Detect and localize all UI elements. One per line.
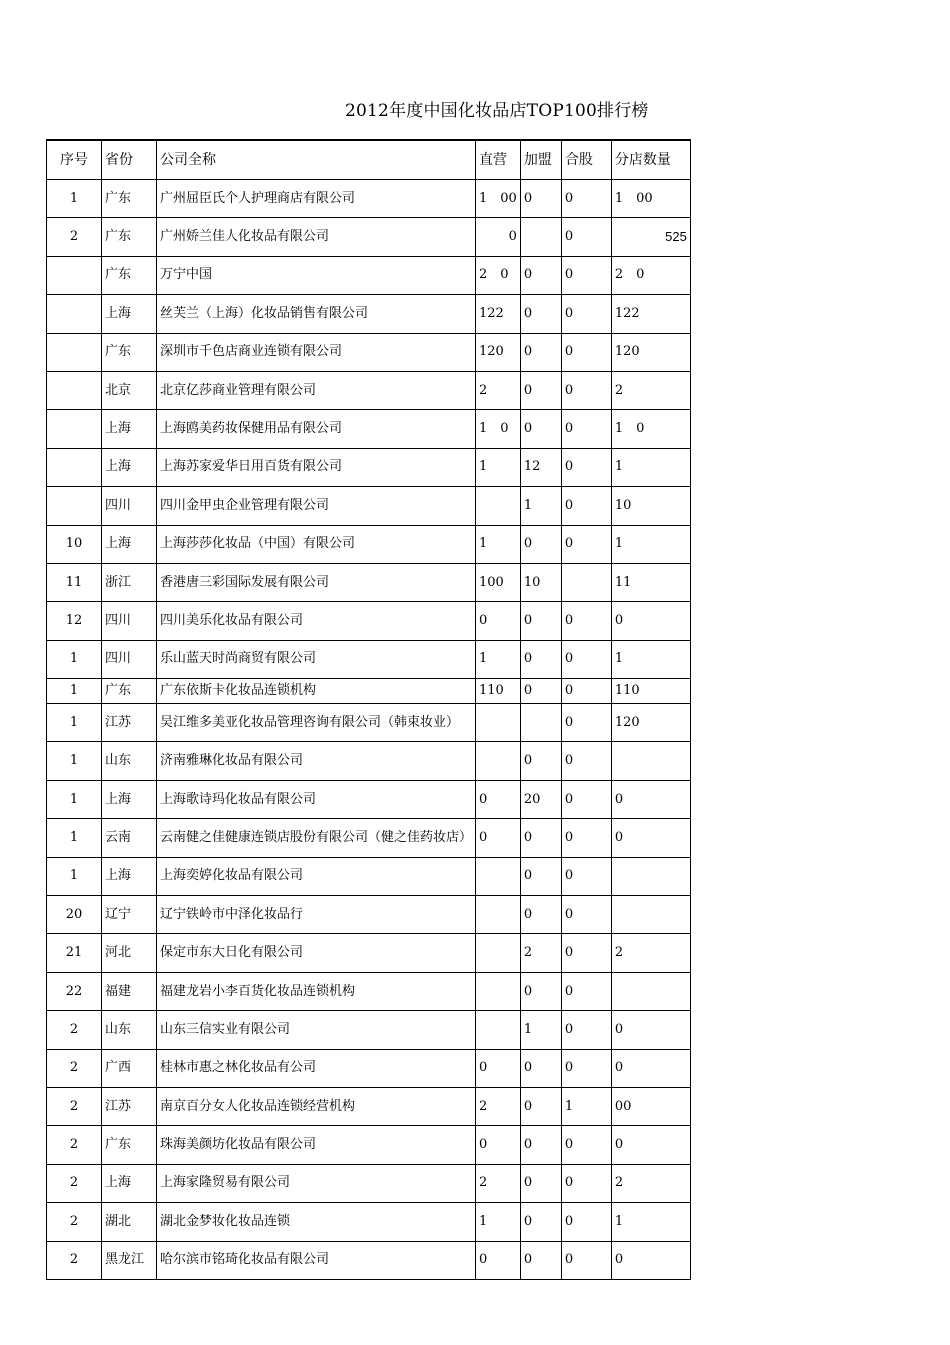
cell-joint: 0	[561, 819, 611, 857]
cell-company: 广州娇兰佳人化妆品有限公司	[157, 218, 476, 256]
cell-company: 上海莎莎化妆品（中国）有限公司	[157, 525, 476, 563]
cell-joint: 0	[561, 972, 611, 1010]
cell-province: 上海	[102, 857, 157, 895]
cell-province: 上海	[102, 525, 157, 563]
cell-direct	[476, 857, 521, 895]
cell-direct: 1 00	[476, 180, 521, 218]
cell-store-count: 2	[611, 371, 690, 409]
cell-rank: 20	[47, 896, 102, 934]
table-row	[47, 679, 691, 704]
cell-store-count: 2	[611, 934, 690, 972]
cell-franchise: 0	[520, 857, 561, 895]
cell-company: 珠海美颜坊化妆品有限公司	[157, 1126, 476, 1164]
cell-franchise: 0	[520, 679, 561, 704]
cell-direct	[476, 972, 521, 1010]
cell-store-count: 1	[611, 640, 690, 678]
cell-company: 上海歌诗玛化妆品有限公司	[157, 780, 476, 818]
cell-province: 广东	[102, 333, 157, 371]
cell-franchise: 0	[520, 256, 561, 294]
cell-province: 四川	[102, 487, 157, 525]
cell-store-count: 0	[611, 1049, 690, 1087]
cell-direct: 2	[476, 1164, 521, 1202]
cell-franchise: 0	[520, 295, 561, 333]
cell-company: 湖北金梦妆化妆品连锁	[157, 1203, 476, 1241]
cell-joint: 0	[561, 371, 611, 409]
cell-joint: 0	[561, 448, 611, 486]
cell-province: 上海	[102, 295, 157, 333]
cell-company: 上海家隆贸易有限公司	[157, 1164, 476, 1202]
table-row	[47, 448, 691, 486]
cell-direct: 1	[476, 640, 521, 678]
cell-joint: 1	[561, 1087, 611, 1125]
cell-franchise: 0	[520, 333, 561, 371]
ranking-table	[46, 139, 691, 1280]
cell-province: 黑龙江	[102, 1241, 157, 1279]
cell-joint: 0	[561, 1011, 611, 1049]
cell-province: 山东	[102, 1011, 157, 1049]
header-province: 省份	[102, 140, 157, 180]
cell-store-count	[611, 742, 690, 780]
cell-rank: 10	[47, 525, 102, 563]
cell-rank: 1	[47, 780, 102, 818]
cell-direct	[476, 1011, 521, 1049]
cell-franchise: 0	[520, 371, 561, 409]
cell-joint: 0	[561, 487, 611, 525]
cell-joint	[561, 563, 611, 601]
cell-company: 山东三信实业有限公司	[157, 1011, 476, 1049]
cell-franchise: 0	[520, 410, 561, 448]
cell-store-count: 0	[611, 602, 690, 640]
cell-direct	[476, 704, 521, 742]
cell-store-count: 110	[611, 679, 690, 704]
cell-rank: 2	[47, 218, 102, 256]
cell-rank: 11	[47, 563, 102, 601]
cell-company: 吴江维多美亚化妆品管理咨询有限公司（韩束妆业）	[157, 704, 476, 742]
cell-franchise: 10	[520, 563, 561, 601]
table-row	[47, 704, 691, 742]
cell-franchise: 0	[520, 1049, 561, 1087]
cell-rank: 22	[47, 972, 102, 1010]
cell-franchise: 2	[520, 934, 561, 972]
cell-direct: 0	[476, 218, 521, 256]
table-row	[47, 525, 691, 563]
cell-franchise: 0	[520, 1241, 561, 1279]
cell-direct: 110	[476, 679, 521, 704]
cell-province: 上海	[102, 780, 157, 818]
cell-store-count: 525	[611, 218, 690, 256]
cell-joint: 0	[561, 1164, 611, 1202]
table-row	[47, 934, 691, 972]
cell-joint: 0	[561, 410, 611, 448]
cell-joint: 0	[561, 896, 611, 934]
header-store-count: 分店数量	[611, 140, 690, 180]
cell-franchise: 20	[520, 780, 561, 818]
cell-store-count	[611, 857, 690, 895]
cell-company: 保定市东大日化有限公司	[157, 934, 476, 972]
cell-company: 四川美乐化妆品有限公司	[157, 602, 476, 640]
cell-company: 北京亿莎商业管理有限公司	[157, 371, 476, 409]
table-row	[47, 972, 691, 1010]
cell-store-count: 0	[611, 819, 690, 857]
cell-company: 万宁中国	[157, 256, 476, 294]
table-row	[47, 487, 691, 525]
cell-franchise	[520, 218, 561, 256]
cell-rank: 12	[47, 602, 102, 640]
cell-franchise: 0	[520, 602, 561, 640]
cell-direct: 2 0	[476, 256, 521, 294]
cell-company: 济南雅琳化妆品有限公司	[157, 742, 476, 780]
cell-franchise: 0	[520, 640, 561, 678]
cell-direct	[476, 934, 521, 972]
cell-company: 上海苏家爱华日用百货有限公司	[157, 448, 476, 486]
cell-rank: 2	[47, 1241, 102, 1279]
cell-franchise: 0	[520, 972, 561, 1010]
cell-joint: 0	[561, 1203, 611, 1241]
cell-franchise: 1	[520, 1011, 561, 1049]
cell-joint: 0	[561, 679, 611, 704]
table-row	[47, 640, 691, 678]
cell-province: 云南	[102, 819, 157, 857]
cell-province: 辽宁	[102, 896, 157, 934]
cell-direct: 0	[476, 602, 521, 640]
cell-province: 上海	[102, 410, 157, 448]
table-row	[47, 742, 691, 780]
cell-company: 桂林市惠之林化妆品有公司	[157, 1049, 476, 1087]
cell-store-count: 00	[611, 1087, 690, 1125]
header-joint: 合股	[561, 140, 611, 180]
cell-rank	[47, 410, 102, 448]
cell-rank: 1	[47, 819, 102, 857]
table-row	[47, 180, 691, 218]
cell-franchise: 0	[520, 819, 561, 857]
cell-province: 广西	[102, 1049, 157, 1087]
cell-franchise: 0	[520, 896, 561, 934]
cell-direct: 100	[476, 563, 521, 601]
table-row	[47, 1203, 691, 1241]
cell-company: 广州屈臣氏个人护理商店有限公司	[157, 180, 476, 218]
table-row	[47, 410, 691, 448]
cell-direct: 1	[476, 525, 521, 563]
table-row	[47, 371, 691, 409]
header-company: 公司全称	[157, 140, 476, 180]
cell-store-count: 2 0	[611, 256, 690, 294]
cell-direct: 0	[476, 1126, 521, 1164]
cell-company: 乐山蓝天时尚商贸有限公司	[157, 640, 476, 678]
cell-rank	[47, 295, 102, 333]
cell-company: 四川金甲虫企业管理有限公司	[157, 487, 476, 525]
cell-joint: 0	[561, 742, 611, 780]
cell-province: 广东	[102, 256, 157, 294]
cell-joint: 0	[561, 1049, 611, 1087]
cell-rank: 1	[47, 180, 102, 218]
cell-franchise: 1	[520, 487, 561, 525]
cell-store-count: 1	[611, 525, 690, 563]
cell-company: 深圳市千色店商业连锁有限公司	[157, 333, 476, 371]
cell-joint: 0	[561, 525, 611, 563]
cell-franchise: 0	[520, 180, 561, 218]
cell-province: 四川	[102, 602, 157, 640]
cell-rank	[47, 333, 102, 371]
cell-rank: 2	[47, 1011, 102, 1049]
cell-joint: 0	[561, 180, 611, 218]
cell-direct: 0	[476, 1049, 521, 1087]
cell-company: 云南健之佳健康连锁店股份有限公司（健之佳药妆店）	[157, 819, 476, 857]
cell-store-count: 1 00	[611, 180, 690, 218]
cell-direct: 2	[476, 1087, 521, 1125]
cell-province: 广东	[102, 679, 157, 704]
cell-rank: 2	[47, 1126, 102, 1164]
cell-store-count: 10	[611, 487, 690, 525]
cell-joint: 0	[561, 780, 611, 818]
cell-franchise	[520, 704, 561, 742]
cell-store-count: 120	[611, 704, 690, 742]
cell-store-count: 0	[611, 1011, 690, 1049]
cell-rank: 1	[47, 704, 102, 742]
table-row	[47, 602, 691, 640]
cell-joint: 0	[561, 1126, 611, 1164]
cell-store-count: 1 0	[611, 410, 690, 448]
cell-province: 广东	[102, 218, 157, 256]
cell-franchise: 0	[520, 1087, 561, 1125]
cell-franchise: 0	[520, 1126, 561, 1164]
cell-direct: 0	[476, 780, 521, 818]
cell-rank	[47, 448, 102, 486]
cell-province: 江苏	[102, 704, 157, 742]
cell-rank: 1	[47, 679, 102, 704]
table-row	[47, 256, 691, 294]
cell-direct: 2	[476, 371, 521, 409]
table-row	[47, 780, 691, 818]
cell-store-count: 1	[611, 1203, 690, 1241]
cell-franchise: 0	[520, 525, 561, 563]
cell-franchise: 0	[520, 742, 561, 780]
cell-province: 浙江	[102, 563, 157, 601]
cell-store-count: 2	[611, 1164, 690, 1202]
cell-rank: 2	[47, 1203, 102, 1241]
cell-joint: 0	[561, 602, 611, 640]
cell-direct	[476, 896, 521, 934]
cell-joint: 0	[561, 1241, 611, 1279]
header-franchise: 加盟	[520, 140, 561, 180]
cell-store-count: 11	[611, 563, 690, 601]
cell-rank	[47, 371, 102, 409]
cell-company: 上海奕婷化妆品有限公司	[157, 857, 476, 895]
cell-rank: 1	[47, 857, 102, 895]
cell-company: 丝芙兰（上海）化妆品销售有限公司	[157, 295, 476, 333]
cell-rank: 21	[47, 934, 102, 972]
cell-direct	[476, 742, 521, 780]
cell-direct: 0	[476, 819, 521, 857]
cell-joint: 0	[561, 704, 611, 742]
cell-rank: 2	[47, 1049, 102, 1087]
cell-company: 香港唐三彩国际发展有限公司	[157, 563, 476, 601]
cell-joint: 0	[561, 218, 611, 256]
cell-direct: 0	[476, 1241, 521, 1279]
table-row	[47, 1164, 691, 1202]
cell-direct: 120	[476, 333, 521, 371]
cell-province: 河北	[102, 934, 157, 972]
cell-store-count: 1	[611, 448, 690, 486]
table-row	[47, 218, 691, 256]
cell-joint: 0	[561, 333, 611, 371]
cell-province: 四川	[102, 640, 157, 678]
cell-province: 江苏	[102, 1087, 157, 1125]
cell-store-count: 0	[611, 780, 690, 818]
table-row	[47, 1241, 691, 1279]
cell-company: 上海鸥美药妆保健用品有限公司	[157, 410, 476, 448]
cell-province: 山东	[102, 742, 157, 780]
cell-rank	[47, 487, 102, 525]
cell-store-count: 120	[611, 333, 690, 371]
table-row	[47, 857, 691, 895]
cell-province: 广东	[102, 180, 157, 218]
cell-company: 南京百分女人化妆品连锁经营机构	[157, 1087, 476, 1125]
cell-store-count: 122	[611, 295, 690, 333]
cell-company: 广东依斯卡化妆品连锁机构	[157, 679, 476, 704]
table-row	[47, 1011, 691, 1049]
cell-store-count	[611, 896, 690, 934]
table-header-row	[47, 140, 691, 180]
cell-franchise: 0	[520, 1164, 561, 1202]
cell-rank: 2	[47, 1087, 102, 1125]
cell-joint: 0	[561, 640, 611, 678]
cell-joint: 0	[561, 857, 611, 895]
cell-rank: 1	[47, 742, 102, 780]
table-row	[47, 1126, 691, 1164]
table-row	[47, 1087, 691, 1125]
cell-direct: 1 0	[476, 410, 521, 448]
table-row	[47, 563, 691, 601]
table-row	[47, 295, 691, 333]
table-row	[47, 333, 691, 371]
cell-store-count	[611, 972, 690, 1010]
document-title: 2012年度中国化妆品店TOP100排行榜	[345, 101, 649, 121]
cell-province: 广东	[102, 1126, 157, 1164]
table-row	[47, 819, 691, 857]
cell-franchise: 12	[520, 448, 561, 486]
cell-province: 上海	[102, 1164, 157, 1202]
cell-direct: 122	[476, 295, 521, 333]
cell-province: 福建	[102, 972, 157, 1010]
cell-franchise: 0	[520, 1203, 561, 1241]
cell-store-count: 0	[611, 1241, 690, 1279]
header-direct: 直营	[476, 140, 521, 180]
cell-rank: 2	[47, 1164, 102, 1202]
header-no: 序号	[47, 140, 102, 180]
cell-store-count: 0	[611, 1126, 690, 1164]
cell-company: 福建龙岩小李百货化妆品连锁机构	[157, 972, 476, 1010]
cell-province: 上海	[102, 448, 157, 486]
cell-rank	[47, 256, 102, 294]
cell-rank: 1	[47, 640, 102, 678]
cell-joint: 0	[561, 256, 611, 294]
cell-joint: 0	[561, 934, 611, 972]
cell-direct: 1	[476, 448, 521, 486]
cell-province: 湖北	[102, 1203, 157, 1241]
cell-province: 北京	[102, 371, 157, 409]
table-row	[47, 1049, 691, 1087]
cell-company: 辽宁铁岭市中泽化妆品行	[157, 896, 476, 934]
cell-direct	[476, 487, 521, 525]
table-row	[47, 896, 691, 934]
cell-joint: 0	[561, 295, 611, 333]
cell-company: 哈尔滨市铭琦化妆品有限公司	[157, 1241, 476, 1279]
cell-direct: 1	[476, 1203, 521, 1241]
